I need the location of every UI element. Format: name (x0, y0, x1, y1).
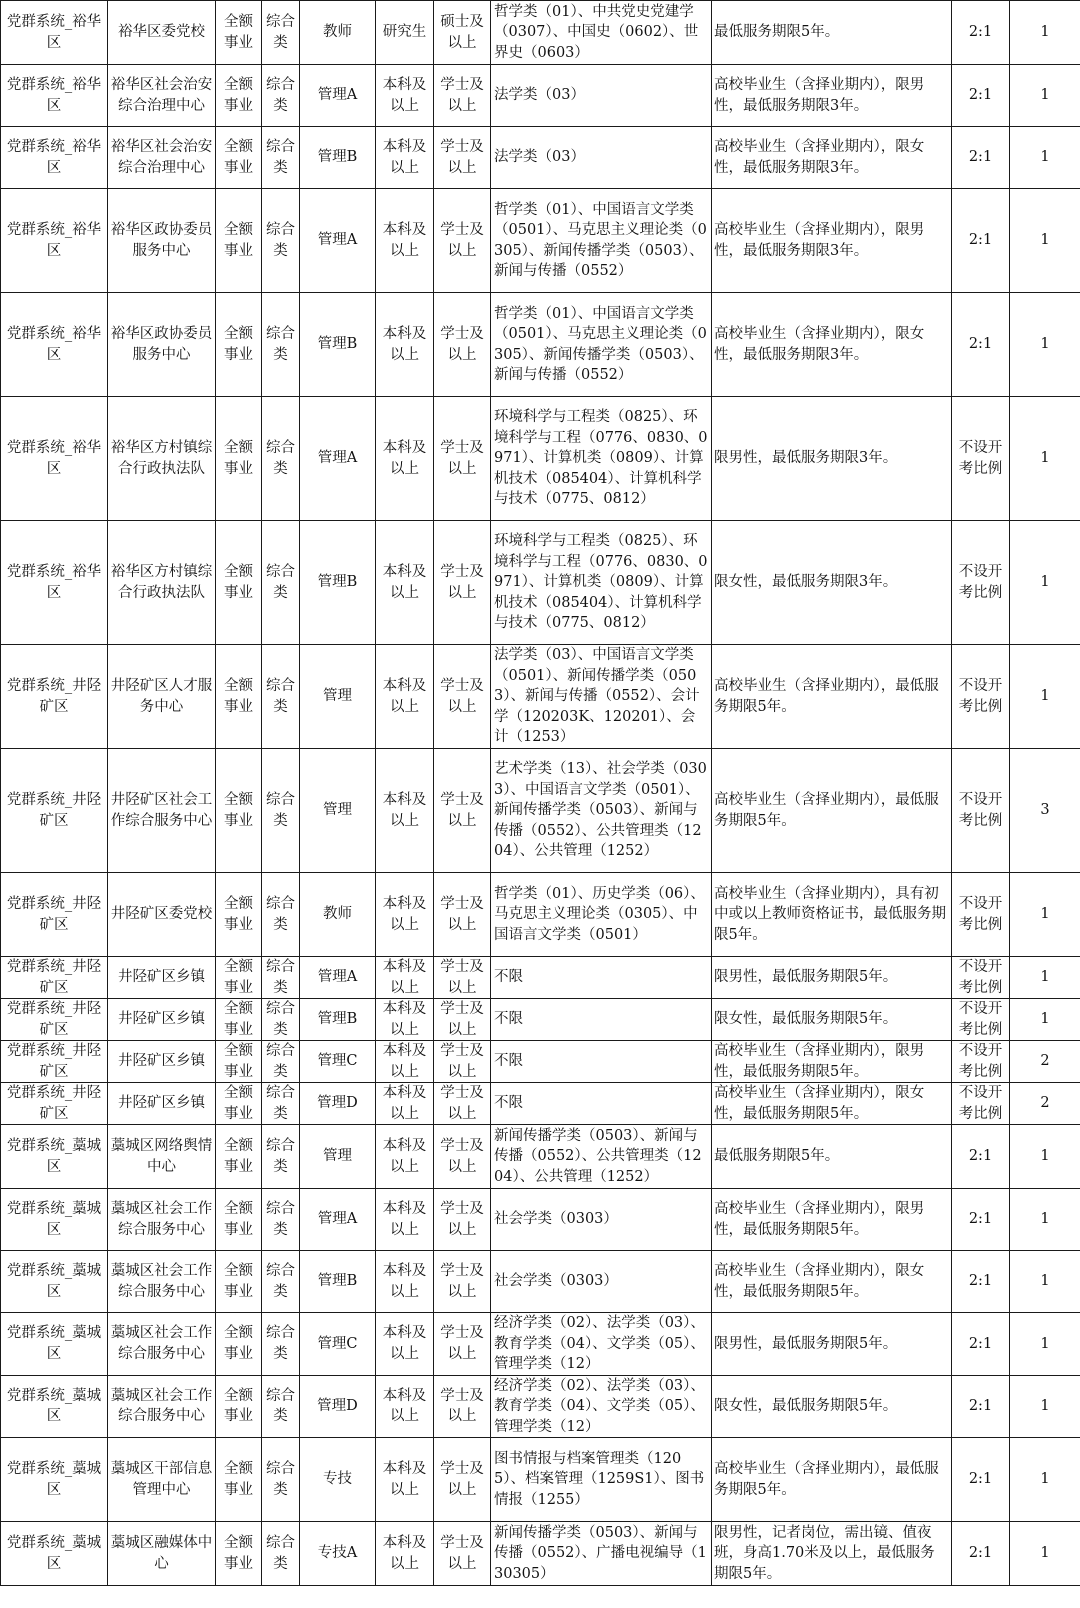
unit-cell: 井陉矿区人才服务中心 (108, 645, 216, 749)
education-cell: 本科及以上 (376, 65, 434, 127)
table-row (1, 1313, 1080, 1376)
degree-cell: 学士及以上 (434, 957, 491, 999)
requirements-cell: 高校毕业生（含择业期内），具有初中或以上教师资格证书，最低服务期限5年。 (712, 873, 952, 957)
count-cell: 1 (1010, 957, 1080, 999)
degree-cell: 学士及以上 (434, 1522, 491, 1586)
position-cell: 管理 (300, 645, 376, 749)
nature-cell: 全额事业 (216, 1189, 262, 1251)
count-cell: 1 (1010, 1375, 1080, 1438)
major-cell: 艺术学类（13）、社会学类（0303）、中国语言文学类（0501）、新闻传播学类（0503）、新闻与传播（0552）、公共管理类（1204）、公共管理（1252） (491, 749, 712, 873)
count-cell: 1 (1010, 127, 1080, 189)
degree-cell: 学士及以上 (434, 645, 491, 749)
unit-cell: 裕华区社会治安综合治理中心 (108, 65, 216, 127)
count-cell: 2 (1010, 1041, 1080, 1083)
education-cell: 本科及以上 (376, 521, 434, 645)
count-cell: 1 (1010, 189, 1080, 293)
position-cell: 管理A (300, 957, 376, 999)
education-cell: 研究生 (376, 1, 434, 65)
requirements-cell: 高校毕业生（含择业期内），限女性，最低服务期限5年。 (712, 1251, 952, 1313)
unit-cell: 井陉矿区委党校 (108, 873, 216, 957)
position-cell: 教师 (300, 1, 376, 65)
system-cell: 党群系统_藁城区 (1, 1522, 108, 1586)
major-cell: 经济学类（02）、法学类（03）、教育学类（04）、文学类（05）、管理学类（12） (491, 1375, 712, 1438)
nature-cell: 全额事业 (216, 1251, 262, 1313)
degree-cell: 硕士及以上 (434, 1, 491, 65)
count-cell: 2 (1010, 1083, 1080, 1125)
category-cell: 综合类 (262, 127, 300, 189)
degree-cell: 学士及以上 (434, 999, 491, 1041)
major-cell: 图书情报与档案管理类（1205）、档案管理（1259S1）、图书情报（1255） (491, 1438, 712, 1522)
major-cell: 环境科学与工程类（0825）、环境科学与工程（0776、0830、0971）、计算机类（0809）、计算机技术（085404）、计算机科学与技术（0775、0812） (491, 397, 712, 521)
table-row (1, 999, 1080, 1041)
ratio-cell: 2:1 (952, 1189, 1010, 1251)
system-cell: 党群系统_藁城区 (1, 1125, 108, 1189)
education-cell: 本科及以上 (376, 957, 434, 999)
education-cell: 本科及以上 (376, 127, 434, 189)
category-cell: 综合类 (262, 521, 300, 645)
education-cell: 本科及以上 (376, 293, 434, 397)
unit-cell: 裕华区委党校 (108, 1, 216, 65)
nature-cell: 全额事业 (216, 999, 262, 1041)
nature-cell: 全额事业 (216, 127, 262, 189)
table-row (1, 1522, 1080, 1586)
category-cell: 综合类 (262, 1189, 300, 1251)
requirements-cell: 限男性，最低服务期限5年。 (712, 957, 952, 999)
count-cell: 1 (1010, 645, 1080, 749)
nature-cell: 全额事业 (216, 189, 262, 293)
ratio-cell: 2:1 (952, 1, 1010, 65)
education-cell: 本科及以上 (376, 749, 434, 873)
unit-cell: 井陉矿区乡镇 (108, 957, 216, 999)
category-cell: 综合类 (262, 397, 300, 521)
system-cell: 党群系统_裕华区 (1, 1, 108, 65)
ratio-cell: 不设开考比例 (952, 1041, 1010, 1083)
nature-cell: 全额事业 (216, 873, 262, 957)
education-cell: 本科及以上 (376, 1438, 434, 1522)
category-cell: 综合类 (262, 1125, 300, 1189)
system-cell: 党群系统_裕华区 (1, 189, 108, 293)
nature-cell: 全额事业 (216, 645, 262, 749)
education-cell: 本科及以上 (376, 1189, 434, 1251)
major-cell: 不限 (491, 1041, 712, 1083)
education-cell: 本科及以上 (376, 397, 434, 521)
position-cell: 管理D (300, 1083, 376, 1125)
table-row (1, 1189, 1080, 1251)
requirements-cell: 高校毕业生（含择业期内），最低服务期限5年。 (712, 645, 952, 749)
major-cell: 社会学类（0303） (491, 1189, 712, 1251)
position-cell: 专技 (300, 1438, 376, 1522)
category-cell: 综合类 (262, 999, 300, 1041)
nature-cell: 全额事业 (216, 397, 262, 521)
requirements-cell: 限女性，最低服务期限5年。 (712, 1375, 952, 1438)
degree-cell: 学士及以上 (434, 1189, 491, 1251)
education-cell: 本科及以上 (376, 1041, 434, 1083)
table-body (1, 1, 1080, 1586)
category-cell: 综合类 (262, 645, 300, 749)
system-cell: 党群系统_井陉矿区 (1, 957, 108, 999)
degree-cell: 学士及以上 (434, 873, 491, 957)
count-cell: 3 (1010, 749, 1080, 873)
major-cell: 哲学类（01）、中国语言文学类（0501）、马克思主义理论类（0305）、新闻传播学类（0503）、新闻与传播（0552） (491, 293, 712, 397)
table-row (1, 397, 1080, 521)
degree-cell: 学士及以上 (434, 189, 491, 293)
table-row (1, 1375, 1080, 1438)
table-row (1, 957, 1080, 999)
requirements-cell: 限女性，最低服务期限3年。 (712, 521, 952, 645)
table-row (1, 1438, 1080, 1522)
position-cell: 管理B (300, 1251, 376, 1313)
system-cell: 党群系统_裕华区 (1, 521, 108, 645)
unit-cell: 裕华区方村镇综合行政执法队 (108, 397, 216, 521)
position-cell: 管理B (300, 293, 376, 397)
position-cell: 管理 (300, 749, 376, 873)
count-cell: 1 (1010, 293, 1080, 397)
education-cell: 本科及以上 (376, 189, 434, 293)
table-row (1, 645, 1080, 749)
unit-cell: 藁城区社会工作综合服务中心 (108, 1251, 216, 1313)
position-cell: 管理B (300, 999, 376, 1041)
category-cell: 综合类 (262, 1438, 300, 1522)
position-cell: 管理B (300, 127, 376, 189)
unit-cell: 藁城区社会工作综合服务中心 (108, 1189, 216, 1251)
position-cell: 管理C (300, 1313, 376, 1376)
position-cell: 管理D (300, 1375, 376, 1438)
requirements-cell: 高校毕业生（含择业期内），限男性，最低服务期限3年。 (712, 65, 952, 127)
degree-cell: 学士及以上 (434, 521, 491, 645)
nature-cell: 全额事业 (216, 65, 262, 127)
system-cell: 党群系统_裕华区 (1, 65, 108, 127)
requirements-cell: 限男性，记者岗位，需出镜、值夜班，身高1.70米及以上，最低服务期限5年。 (712, 1522, 952, 1586)
ratio-cell: 2:1 (952, 293, 1010, 397)
requirements-cell: 高校毕业生（含择业期内），最低服务期限5年。 (712, 749, 952, 873)
degree-cell: 学士及以上 (434, 1125, 491, 1189)
degree-cell: 学士及以上 (434, 397, 491, 521)
requirements-cell: 限男性，最低服务期限5年。 (712, 1313, 952, 1376)
unit-cell: 井陉矿区乡镇 (108, 999, 216, 1041)
count-cell: 1 (1010, 1, 1080, 65)
count-cell: 1 (1010, 999, 1080, 1041)
position-cell: 管理A (300, 397, 376, 521)
category-cell: 综合类 (262, 1041, 300, 1083)
education-cell: 本科及以上 (376, 1313, 434, 1376)
system-cell: 党群系统_裕华区 (1, 293, 108, 397)
education-cell: 本科及以上 (376, 645, 434, 749)
table-row (1, 1, 1080, 65)
system-cell: 党群系统_井陉矿区 (1, 999, 108, 1041)
major-cell: 社会学类（0303） (491, 1251, 712, 1313)
major-cell: 新闻传播学类（0503）、新闻与传播（0552）、广播电视编导（130305） (491, 1522, 712, 1586)
requirements-cell: 高校毕业生（含择业期内），限男性，最低服务期限3年。 (712, 189, 952, 293)
unit-cell: 藁城区干部信息管理中心 (108, 1438, 216, 1522)
ratio-cell: 2:1 (952, 189, 1010, 293)
count-cell: 1 (1010, 1313, 1080, 1376)
unit-cell: 裕华区社会治安综合治理中心 (108, 127, 216, 189)
category-cell: 综合类 (262, 1251, 300, 1313)
ratio-cell: 不设开考比例 (952, 957, 1010, 999)
category-cell: 综合类 (262, 1083, 300, 1125)
ratio-cell: 2:1 (952, 1251, 1010, 1313)
unit-cell: 藁城区社会工作综合服务中心 (108, 1375, 216, 1438)
table-row (1, 873, 1080, 957)
nature-cell: 全额事业 (216, 1438, 262, 1522)
system-cell: 党群系统_井陉矿区 (1, 645, 108, 749)
ratio-cell: 不设开考比例 (952, 397, 1010, 521)
category-cell: 综合类 (262, 749, 300, 873)
ratio-cell: 2:1 (952, 1313, 1010, 1376)
requirements-cell: 高校毕业生（含择业期内），限男性，最低服务期限5年。 (712, 1041, 952, 1083)
category-cell: 综合类 (262, 1, 300, 65)
requirements-cell: 高校毕业生（含择业期内），限女性，最低服务期限5年。 (712, 1083, 952, 1125)
position-cell: 管理C (300, 1041, 376, 1083)
degree-cell: 学士及以上 (434, 1083, 491, 1125)
count-cell: 1 (1010, 397, 1080, 521)
position-cell: 管理B (300, 521, 376, 645)
category-cell: 综合类 (262, 1375, 300, 1438)
category-cell: 综合类 (262, 293, 300, 397)
nature-cell: 全额事业 (216, 1522, 262, 1586)
count-cell: 1 (1010, 65, 1080, 127)
nature-cell: 全额事业 (216, 1083, 262, 1125)
position-cell: 管理A (300, 1189, 376, 1251)
unit-cell: 裕华区方村镇综合行政执法队 (108, 521, 216, 645)
requirements-cell: 高校毕业生（含择业期内），限女性，最低服务期限3年。 (712, 127, 952, 189)
nature-cell: 全额事业 (216, 957, 262, 999)
count-cell: 1 (1010, 521, 1080, 645)
system-cell: 党群系统_井陉矿区 (1, 1083, 108, 1125)
category-cell: 综合类 (262, 873, 300, 957)
degree-cell: 学士及以上 (434, 1375, 491, 1438)
requirements-cell: 高校毕业生（含择业期内），限男性，最低服务期限5年。 (712, 1189, 952, 1251)
ratio-cell: 2:1 (952, 1438, 1010, 1522)
requirements-cell: 限男性，最低服务期限3年。 (712, 397, 952, 521)
system-cell: 党群系统_裕华区 (1, 127, 108, 189)
requirements-cell: 高校毕业生（含择业期内），限女性，最低服务期限3年。 (712, 293, 952, 397)
table-row (1, 749, 1080, 873)
nature-cell: 全额事业 (216, 1125, 262, 1189)
major-cell: 哲学类（01）、中国语言文学类（0501）、马克思主义理论类（0305）、新闻传播学类（0503）、新闻与传播（0552） (491, 189, 712, 293)
system-cell: 党群系统_藁城区 (1, 1251, 108, 1313)
ratio-cell: 不设开考比例 (952, 999, 1010, 1041)
ratio-cell: 不设开考比例 (952, 1083, 1010, 1125)
education-cell: 本科及以上 (376, 1375, 434, 1438)
table-row (1, 189, 1080, 293)
system-cell: 党群系统_藁城区 (1, 1375, 108, 1438)
degree-cell: 学士及以上 (434, 1313, 491, 1376)
system-cell: 党群系统_藁城区 (1, 1313, 108, 1376)
count-cell: 1 (1010, 873, 1080, 957)
count-cell: 1 (1010, 1125, 1080, 1189)
degree-cell: 学士及以上 (434, 1438, 491, 1522)
unit-cell: 裕华区政协委员服务中心 (108, 293, 216, 397)
degree-cell: 学士及以上 (434, 749, 491, 873)
education-cell: 本科及以上 (376, 1125, 434, 1189)
major-cell: 不限 (491, 1083, 712, 1125)
position-cell: 教师 (300, 873, 376, 957)
education-cell: 本科及以上 (376, 1251, 434, 1313)
category-cell: 综合类 (262, 1522, 300, 1586)
table-row (1, 521, 1080, 645)
degree-cell: 学士及以上 (434, 127, 491, 189)
system-cell: 党群系统_藁城区 (1, 1438, 108, 1522)
ratio-cell: 2:1 (952, 127, 1010, 189)
requirements-cell: 最低服务期限5年。 (712, 1125, 952, 1189)
system-cell: 党群系统_井陉矿区 (1, 749, 108, 873)
major-cell: 不限 (491, 999, 712, 1041)
nature-cell: 全额事业 (216, 1041, 262, 1083)
nature-cell: 全额事业 (216, 1313, 262, 1376)
requirements-cell: 限女性，最低服务期限5年。 (712, 999, 952, 1041)
ratio-cell: 2:1 (952, 1375, 1010, 1438)
nature-cell: 全额事业 (216, 293, 262, 397)
major-cell: 法学类（03） (491, 127, 712, 189)
position-cell: 专技A (300, 1522, 376, 1586)
position-cell: 管理A (300, 189, 376, 293)
ratio-cell: 2:1 (952, 1125, 1010, 1189)
degree-cell: 学士及以上 (434, 293, 491, 397)
requirements-cell: 最低服务期限5年。 (712, 1, 952, 65)
position-cell: 管理A (300, 65, 376, 127)
system-cell: 党群系统_藁城区 (1, 1189, 108, 1251)
count-cell: 1 (1010, 1251, 1080, 1313)
count-cell: 1 (1010, 1438, 1080, 1522)
nature-cell: 全额事业 (216, 521, 262, 645)
major-cell: 哲学类（01）、中共党史党建学（0307）、中国史（0602）、世界史（0603） (491, 1, 712, 65)
unit-cell: 井陉矿区社会工作综合服务中心 (108, 749, 216, 873)
unit-cell: 裕华区政协委员服务中心 (108, 189, 216, 293)
table-row (1, 127, 1080, 189)
nature-cell: 全额事业 (216, 1, 262, 65)
nature-cell: 全额事业 (216, 749, 262, 873)
table-row (1, 1251, 1080, 1313)
system-cell: 党群系统_井陉矿区 (1, 1041, 108, 1083)
ratio-cell: 2:1 (952, 65, 1010, 127)
table-row (1, 65, 1080, 127)
unit-cell: 藁城区社会工作综合服务中心 (108, 1313, 216, 1376)
ratio-cell: 不设开考比例 (952, 749, 1010, 873)
table-row (1, 293, 1080, 397)
major-cell: 法学类（03） (491, 65, 712, 127)
ratio-cell: 2:1 (952, 1522, 1010, 1586)
system-cell: 党群系统_井陉矿区 (1, 873, 108, 957)
category-cell: 综合类 (262, 65, 300, 127)
unit-cell: 藁城区网络舆情中心 (108, 1125, 216, 1189)
count-cell: 1 (1010, 1522, 1080, 1586)
position-cell: 管理 (300, 1125, 376, 1189)
major-cell: 新闻传播学类（0503）、新闻与传播（0552）、公共管理类（1204）、公共管理（1252） (491, 1125, 712, 1189)
degree-cell: 学士及以上 (434, 1251, 491, 1313)
education-cell: 本科及以上 (376, 873, 434, 957)
major-cell: 经济学类（02）、法学类（03）、教育学类（04）、文学类（05）、管理学类（12） (491, 1313, 712, 1376)
major-cell: 哲学类（01）、历史学类（06）、马克思主义理论类（0305）、中国语言文学类（0501） (491, 873, 712, 957)
count-cell: 1 (1010, 1189, 1080, 1251)
ratio-cell: 不设开考比例 (952, 521, 1010, 645)
category-cell: 综合类 (262, 1313, 300, 1376)
education-cell: 本科及以上 (376, 1522, 434, 1586)
major-cell: 法学类（03）、中国语言文学类（0501）、新闻传播学类（0503）、新闻与传播（0552）、会计学（120203K、120201）、会计（1253） (491, 645, 712, 749)
table-row (1, 1083, 1080, 1125)
requirements-cell: 高校毕业生（含择业期内），最低服务期限5年。 (712, 1438, 952, 1522)
unit-cell: 井陉矿区乡镇 (108, 1083, 216, 1125)
education-cell: 本科及以上 (376, 1083, 434, 1125)
table-row (1, 1041, 1080, 1083)
major-cell: 不限 (491, 957, 712, 999)
ratio-cell: 不设开考比例 (952, 873, 1010, 957)
major-cell: 环境科学与工程类（0825）、环境科学与工程（0776、0830、0971）、计算机类（0809）、计算机技术（085404）、计算机科学与技术（0775、0812） (491, 521, 712, 645)
system-cell: 党群系统_裕华区 (1, 397, 108, 521)
ratio-cell: 不设开考比例 (952, 645, 1010, 749)
education-cell: 本科及以上 (376, 999, 434, 1041)
degree-cell: 学士及以上 (434, 1041, 491, 1083)
table-row (1, 1125, 1080, 1189)
category-cell: 综合类 (262, 189, 300, 293)
degree-cell: 学士及以上 (434, 65, 491, 127)
unit-cell: 藁城区融媒体中心 (108, 1522, 216, 1586)
category-cell: 综合类 (262, 957, 300, 999)
unit-cell: 井陉矿区乡镇 (108, 1041, 216, 1083)
nature-cell: 全额事业 (216, 1375, 262, 1438)
